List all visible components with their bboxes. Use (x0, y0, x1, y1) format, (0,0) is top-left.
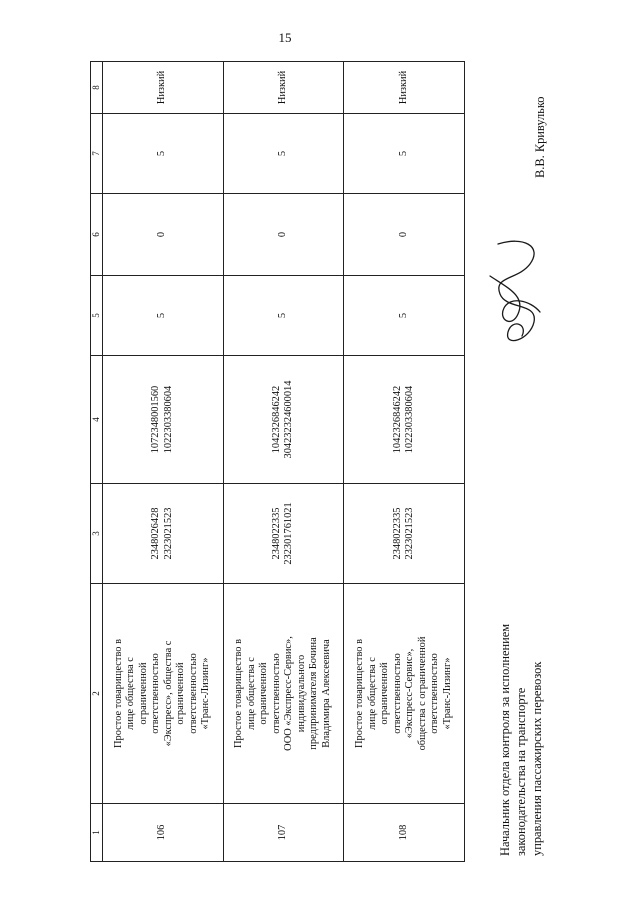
inn-values: 2348022335 232301761021 (223, 484, 344, 584)
column-6-value: 0 (344, 194, 465, 276)
column-5-value: 5 (344, 276, 465, 356)
registry-table (90, 61, 465, 862)
column-number-row (91, 62, 103, 862)
row-number: 107 (223, 804, 344, 862)
page-number: 15 (278, 30, 292, 45)
signature-image (468, 236, 568, 356)
column-number: 3 (91, 484, 103, 584)
column-5-value: 5 (223, 276, 344, 356)
table-row (102, 62, 223, 862)
column-number: 6 (91, 194, 103, 276)
risk-level: Низкий (102, 62, 223, 114)
column-number: 7 (91, 114, 103, 194)
ogrn-values: 1042326846242 304232324600014 (223, 356, 344, 484)
risk-level: Низкий (223, 62, 344, 114)
registry-table-area (90, 62, 465, 862)
row-number: 108 (344, 804, 465, 862)
column-number: 1 (91, 804, 103, 862)
carrier-name: Простое товарищество в лице общества с ограниченной ответственностью «Экспресс», общества с ограниченной ответственностью «Транс-Лизинг» (102, 584, 223, 804)
inn-values: 2348022335 2323021523 (344, 484, 465, 584)
column-7-value: 5 (223, 114, 344, 194)
column-5-value: 5 (102, 276, 223, 356)
risk-level: Низкий (344, 62, 465, 114)
column-6-value: 0 (223, 194, 344, 276)
column-number: 2 (91, 584, 103, 804)
column-number: 4 (91, 356, 103, 484)
signatory-name: В.В. Кривулько (533, 96, 547, 178)
column-7-value: 5 (102, 114, 223, 194)
row-number: 106 (102, 804, 223, 862)
registry-table-wrapper (90, 62, 465, 862)
column-7-value: 5 (344, 114, 465, 194)
ogrn-values: 1072348001560 1022303380604 (102, 356, 223, 484)
inn-values: 2348026428 2323021523 (102, 484, 223, 584)
ogrn-values: 1042326846242 1022303380604 (344, 356, 465, 484)
column-number: 5 (91, 276, 103, 356)
table-row (223, 62, 344, 862)
carrier-name: Простое товарищество в лице общества с ограниченной ответственностью «Экспресс-Сервис», общества с ограниченной ответственностью «Транс-Лизинг» (344, 584, 465, 804)
signatory-position: Начальник отдела контроля за исполнением законодательства на транспорте управления пассажирских перевозок (498, 623, 545, 856)
column-6-value: 0 (102, 194, 223, 276)
column-number: 8 (91, 62, 103, 114)
table-row (344, 62, 465, 862)
carrier-name: Простое товарищество в лице общества с ограниченной ответственностью ООО «Экспресс-Сервис», индивидуального предпринимателя Бочина Владимира Алексеевича (223, 584, 344, 804)
